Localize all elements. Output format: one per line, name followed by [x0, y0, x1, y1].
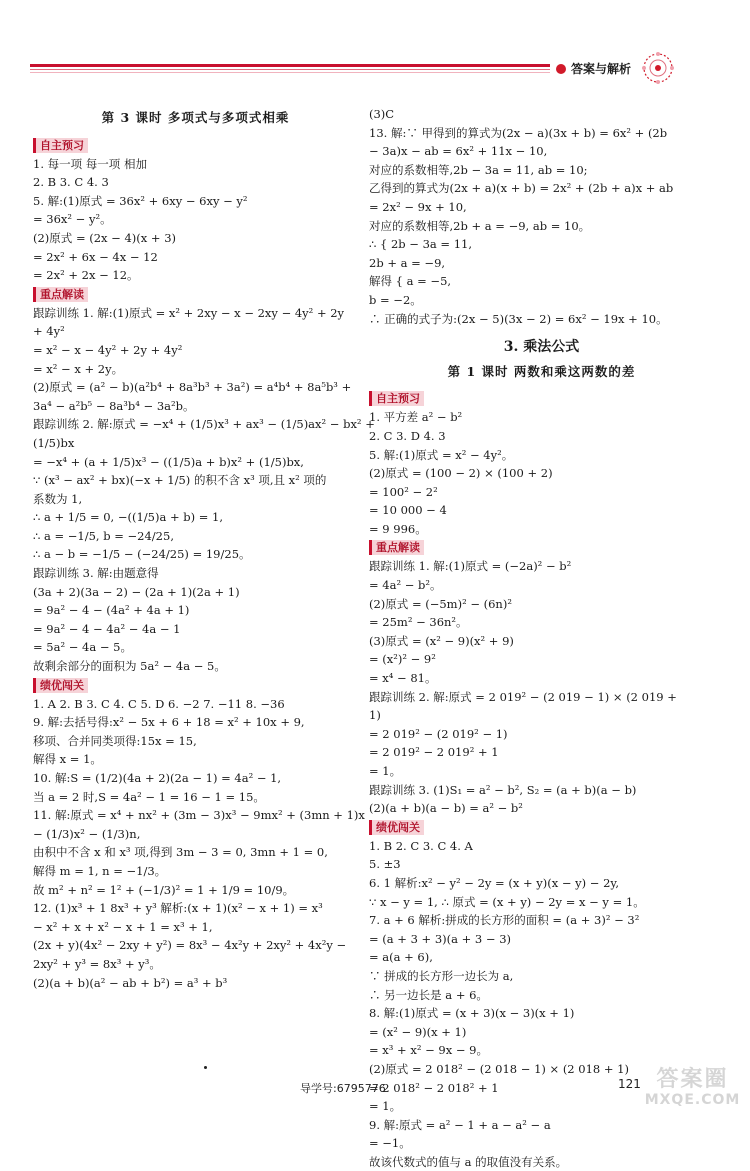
answer-line: = x³ + x² − 9x − 9。 [369, 1043, 488, 1058]
answer-line: + 4y² [33, 324, 65, 339]
stray-dot [204, 1066, 207, 1069]
section-title: 3. 乘法公式 [503, 339, 580, 356]
answer-line: ∴ { 2b − 3a = 11, [369, 237, 472, 252]
answer-line: (2x + y)(4x² − 2xy + y²) = 8x³ − 4x²y + 2xy² + 4x²y − [33, 938, 347, 953]
answer-line: 当 a = 2 时,S = 4a² − 1 = 16 − 1 = 15。 [33, 789, 265, 804]
answer-line: = 2 019² − 2 019² + 1 [369, 745, 499, 760]
answer-line: ∵ 拼成的长方形一边长为 a, [369, 968, 514, 983]
answer-line: = 2x² − 9x + 10, [369, 199, 467, 214]
answer-line: 解得 { a = −5, [369, 274, 452, 289]
answer-line: = a(a + 6), [369, 950, 433, 965]
answer-line: = x² − x + 2y。 [33, 361, 124, 376]
answer-block-key [369, 557, 714, 817]
answer-block-key [33, 304, 375, 676]
answer-line: = 10 000 − 4 [369, 503, 447, 518]
answer-line: = 9 996。 [369, 521, 427, 536]
answer-line: 9. 解:去括号得:x² − 5x + 6 + 18 = x² + 10x + 9, [33, 715, 305, 730]
answer-line: − (1/3)x² − (1/3)n, [33, 826, 141, 841]
lesson-title-right: 第 1 课时 两数和乘这两数的差 [447, 363, 636, 379]
watermark-bottom: MXQE.COM [644, 1092, 741, 1108]
guide-code: 导学号:6795776 [300, 1082, 386, 1095]
answer-block-preview [369, 408, 714, 538]
header-rule-faint [30, 72, 550, 73]
answer-line: 故该代数式的值与 a 的取值没有关系。 [369, 1154, 568, 1169]
answer-line: 1. B 2. C 3. C 4. A [369, 838, 473, 853]
answer-line: 7. a + 6 解析:拼成的长方形的面积 = (a + 3)² − 3² [369, 913, 640, 928]
header-rule-thin [30, 69, 550, 70]
answer-line: 跟踪训练 1. 解:(1)原式 = (−2a)² − b² [369, 559, 572, 574]
answer-line: (3a + 2)(3a − 2) − (2a + 1)(2a + 1) [33, 584, 240, 599]
answer-line: 11. 解:原式 = x⁴ + nx² + (3m − 3)x³ − 9mx² + (3mn + 1)x [33, 808, 365, 823]
answer-line: 13. 解:∵ 甲得到的算式为(2x − a)(3x + b) = 6x² + (2b [369, 125, 668, 140]
answer-line: = x⁴ − 81。 [369, 671, 437, 686]
answer-line: − x² + x + x² − x + 1 = x³ + 1, [33, 919, 213, 934]
answer-line: 2xy² + y³ = 8x³ + y³。 [33, 956, 161, 971]
answer-line: = (a + 3 + 3)(a + 3 − 3) [369, 931, 512, 946]
answer-line: 跟踪训练 1. 解:(1)原式 = x² + 2xy − x − 2xy − 4y² + 2y [33, 305, 345, 320]
answer-line: = 2x² + 2x − 12。 [33, 268, 139, 283]
answer-block-preview [33, 155, 358, 285]
section-tag-excel: 绩优闯关 [33, 678, 88, 693]
bullet-dot-icon [556, 64, 566, 74]
answer-line: = 100² − 2² [369, 484, 438, 499]
answer-line: 5. ±3 [369, 857, 401, 872]
answer-line: 由积中不含 x 和 x³ 项,得到 3m − 3 = 0, 3mn + 1 = 0, [33, 845, 328, 860]
answer-line: 乙得到的算式为(2x + a)(x + b) = 2x² + (2b + a)x + ab [369, 181, 674, 196]
answer-line: ∴ 正确的式子为:(2x − 5)(3x − 2) = 6x² − 19x + 10。 [369, 311, 668, 326]
answer-line: 8. 解:(1)原式 = (x + 3)(x − 3)(x + 1) [369, 1006, 575, 1021]
header-tag-label: 答案与解析 [571, 62, 632, 76]
section-tag-key: 重点解读 [369, 540, 424, 555]
answer-line: 跟踪训练 3. 解:由题意得 [33, 566, 159, 581]
watermark-logo [640, 1068, 745, 1112]
answer-line: (2)(a + b)(a² − ab + b²) = a³ + b³ [33, 975, 228, 990]
answer-line: 跟踪训练 3. (1)S₁ = a² − b², S₂ = (a + b)(a − b) [369, 782, 637, 797]
right-column [369, 105, 714, 1171]
answer-line: = x² − x − 4y² + 2y + 4y² [33, 342, 183, 357]
answer-line: 解得 m = 1, n = −1/3。 [33, 863, 167, 878]
answer-line: 跟踪训练 2. 解:原式 = −x⁴ + (1/5)x³ + ax³ − (1/5)ax² − bx² + [33, 417, 375, 432]
answer-line: (2)(a + b)(a − b) = a² − b² [369, 801, 523, 816]
answer-line: 解得 x = 1。 [33, 752, 102, 767]
answer-line: b = −2。 [369, 292, 422, 307]
watermark-top: 答案圈 [656, 1067, 729, 1092]
answer-line: 9. 解:原式 = a² − 1 + a − a² − a [369, 1117, 551, 1132]
answer-line: = 1。 [369, 1099, 402, 1114]
flower-logo-icon [640, 50, 676, 86]
answer-line: (2)原式 = 2 018² − (2 018 − 1) × (2 018 + 1) [369, 1061, 629, 1076]
answer-line: (2)原式 = (a² − b)(a²b⁴ + 8a³b³ + 3a²) = a⁴b⁴ + 8a⁵b³ + [33, 380, 352, 395]
answer-line: = 4a² − b²。 [369, 578, 442, 593]
answer-line: = (x² − 9)(x + 1) [369, 1024, 467, 1039]
answer-line: 5. 解:(1)原式 = 36x² + 6xy − 6xy − y² [33, 193, 248, 208]
header-tag [556, 60, 631, 77]
answer-line: = 36x² − y²。 [33, 212, 112, 227]
answer-line: 1. 平方差 a² − b² [369, 410, 463, 425]
answer-line: 1. A 2. B 3. C 4. C 5. D 6. −2 7. −11 8. −36 [33, 696, 285, 711]
answer-block-continued [369, 105, 714, 328]
answer-line: 故剩余部分的面积为 5a² − 4a − 5。 [33, 659, 226, 674]
answer-line: ∴ 另一边长是 a + 6。 [369, 987, 488, 1002]
lesson-title-left: 第 3 课时 多项式与多项式相乘 [101, 110, 290, 125]
answer-line: (2)原式 = (100 − 2) × (100 + 2) [369, 466, 553, 481]
answer-line: 系数为 1, [33, 491, 83, 506]
answer-line: (1/5)bx [33, 435, 75, 450]
answer-line: = 2 019² − (2 019² − 1) [369, 726, 508, 741]
section-tag-preview: 自主预习 [369, 391, 424, 406]
answer-line: 2b + a = −9, [369, 255, 446, 270]
answer-line: 3a⁴ − a²b⁵ − 8a³b⁴ − 3a²b。 [33, 398, 195, 413]
answer-line: = −1。 [369, 1136, 411, 1151]
answer-line: 10. 解:S = (1/2)(4a + 2)(2a − 1) = 4a² − 1, [33, 771, 282, 785]
section-tag-excel: 绩优闯关 [369, 820, 424, 835]
answer-line: (2)原式 = (−5m)² − (6n)² [369, 596, 512, 611]
answer-block-excel [33, 695, 365, 993]
answer-block-excel [369, 837, 714, 1171]
answer-line: 5. 解:(1)原式 = x² − 4y²。 [369, 447, 514, 462]
answer-line: ∴ a = −1/5, b = −24/25, [33, 528, 174, 543]
answer-line: 2. B 3. C 4. 3 [33, 175, 109, 190]
answer-line: − 3a)x − ab = 6x² + 11x − 10, [369, 144, 548, 159]
answer-line: ∵ (x³ − ax² + bx)(−x + 1/5) 的积不含 x³ 项,且 x² 项的 [33, 473, 327, 488]
answer-line: 移项、合并同类项得:15x = 15, [33, 733, 197, 748]
answer-line: 故 m² + n² = 1² + (−1/3)² = 1 + 1/9 = 10/9。 [33, 882, 295, 897]
answer-line: (2)原式 = (2x − 4)(x + 3) [33, 230, 176, 245]
section-tag-preview: 自主预习 [33, 138, 88, 153]
answer-line: ∵ x − y = 1, ∴ 原式 = (x + y) − 2y = x − y = 1。 [369, 894, 645, 909]
answer-line: = 25m² − 36n²。 [369, 615, 468, 630]
section-tag-key: 重点解读 [33, 287, 88, 302]
answer-line: 对应的系数相等,2b + a = −9, ab = 10。 [369, 218, 591, 233]
answer-line: ∴ a + 1/5 = 0, −((1/5)a + b) = 1, [33, 510, 224, 525]
answer-line: 6. 1 解析:x² − y² − 2y = (x + y)(x − y) − 2y, [369, 875, 620, 890]
answer-line: 1) [369, 708, 381, 723]
answer-line: 12. (1)x³ + 1 8x³ + y³ 解析:(x + 1)(x² − x + 1) = x³ [33, 901, 323, 916]
answer-line: = 2x² + 6x − 4x − 12 [33, 249, 158, 264]
answer-line: = 5a² − 4a − 5。 [33, 640, 132, 655]
answer-line: (3)原式 = (x² − 9)(x² + 9) [369, 633, 514, 648]
answer-line: = −x⁴ + (a + 1/5)x³ − ((1/5)a + b)x² + (1/5)bx, [33, 454, 304, 469]
answer-line: 2. C 3. D 4. 3 [369, 428, 446, 443]
answer-line: = (x²)² − 9² [369, 652, 436, 667]
answer-line: (3)C [369, 107, 395, 121]
answer-line: = 9a² − 4 − (4a² + 4a + 1) [33, 603, 190, 618]
answer-line: ∴ a − b = −1/5 − (−24/25) = 19/25。 [33, 547, 251, 562]
left-column [33, 105, 375, 992]
answer-line: 对应的系数相等,2b − 3a = 11, ab = 10; [369, 162, 588, 177]
answer-line: = 9a² − 4 − 4a² − 4a − 1 [33, 621, 181, 636]
answer-line: = 2 018² − 2 018² + 1 [369, 1080, 499, 1095]
answer-line: 跟踪训练 2. 解:原式 = 2 019² − (2 019 − 1) × (2 019 + [369, 689, 677, 704]
header-rule [30, 64, 550, 67]
answer-line: = 1。 [369, 764, 402, 778]
answer-line: 1. 每一项 每一项 相加 [33, 156, 147, 171]
page-number: 121 [618, 1077, 641, 1091]
